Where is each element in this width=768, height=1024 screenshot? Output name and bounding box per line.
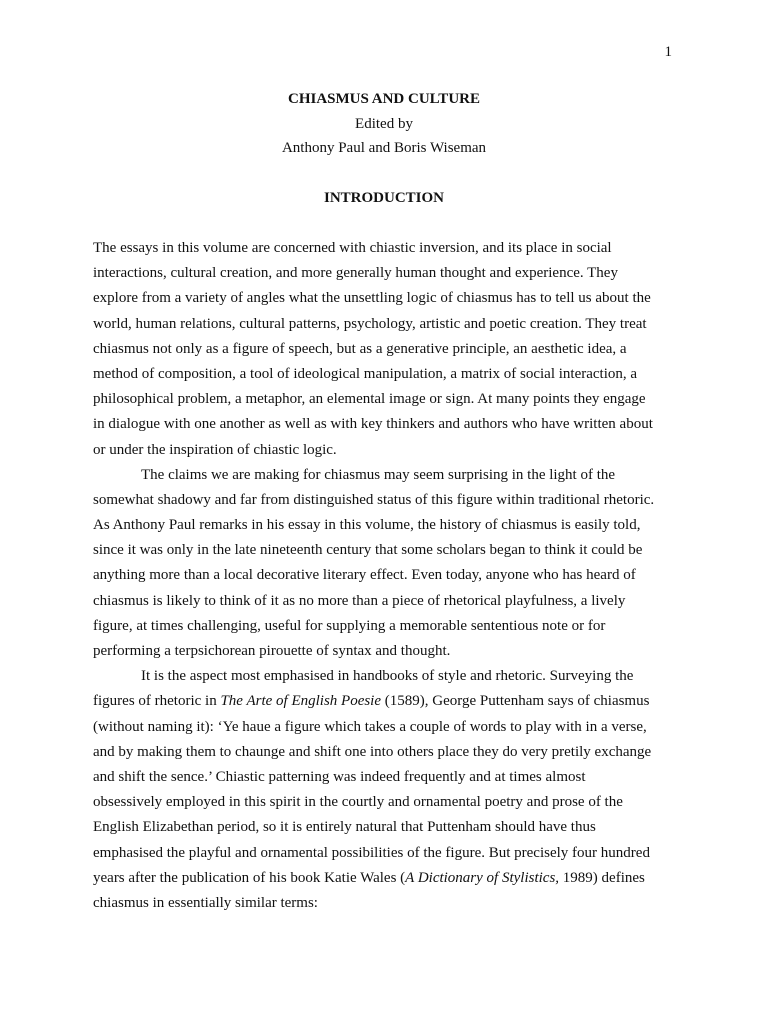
text-line <box>93 362 673 387</box>
text-line <box>93 715 673 740</box>
section-heading: INTRODUCTION <box>323 190 444 206</box>
text-line <box>93 614 673 639</box>
text-line <box>93 463 673 488</box>
text-line <box>93 841 673 866</box>
text-run: English Elizabethan period, so it is entirely natural that Puttenham should have thus <box>93 819 596 836</box>
text-line <box>93 286 673 311</box>
text-run: As Anthony Paul remarks in his essay in this volume, the history of chiasmus is easily told, <box>93 517 641 534</box>
text-line <box>93 412 673 437</box>
text-line <box>93 639 673 664</box>
text-run: The essays in this volume are concerned with chiastic inversion, and its place in social <box>93 240 612 256</box>
text-line <box>93 689 673 714</box>
book-title: CHIASMUS AND CULTURE <box>288 91 480 107</box>
text-run: years after the publication of his book Katie Wales ( <box>93 869 406 886</box>
text-run: since it was only in the late nineteenth century that some scholars began to think it could be <box>93 542 643 559</box>
italic-title: The Arte of English Poesie <box>220 693 382 710</box>
text-line <box>93 765 673 790</box>
text-run: (without naming it): ‘Ye haue a figure which takes a couple of words to play with in a verse, <box>93 718 647 735</box>
text-run: emphasised the playful and ornamental possibilities of the figure. But precisely four hundred <box>93 844 650 861</box>
text-line <box>93 312 673 337</box>
text-line <box>93 891 673 916</box>
text-line <box>93 589 673 614</box>
text-run: obsessively employed in this spirit in the courtly and ornamental poetry and prose of the <box>93 794 623 811</box>
text-run: world, human relations, cultural patterns, psychology, artistic and poetic creation. They treat <box>93 315 647 332</box>
italic-title: A Dictionary of Stylistics, <box>405 869 560 886</box>
text-line <box>93 664 673 689</box>
text-run: explore from a variety of angles what the unsettling logic of chiasmus has to tell us about the <box>93 290 651 307</box>
text-line <box>93 815 673 840</box>
text-line <box>93 740 673 765</box>
text-run: or under the inspiration of chiastic logic. <box>93 441 337 458</box>
text-line <box>93 488 673 513</box>
text-run: chiasmus not only as a figure of speech, but as a generative principle, an aesthetic idea, a <box>93 340 627 357</box>
text-run: in dialogue with one another as well as with key thinkers and authors who have written about <box>93 416 653 433</box>
text-line <box>93 438 673 463</box>
text-run: interactions, cultural creation, and more generally human thought and experience. They <box>93 265 618 282</box>
text-run: figures of rhetoric in <box>93 693 221 710</box>
body-text <box>93 236 673 916</box>
text-line <box>93 337 673 362</box>
text-line <box>93 261 673 286</box>
text-run: anything more than a local decorative literary effect. Even today, anyone who has heard of <box>93 567 636 584</box>
text-line <box>93 236 673 261</box>
text-line <box>93 866 673 891</box>
edited-by-label: Edited by <box>355 115 413 132</box>
text-line <box>93 538 673 563</box>
text-line <box>93 387 673 412</box>
text-run: figure, at times challenging, useful for supplying a memorable sententious note or for <box>93 617 606 634</box>
text-run: and shift the sence.’ Chiastic patterning was indeed frequently and at times almost <box>93 768 586 785</box>
text-run: The claims we are making for chiasmus may seem surprising in the light of the <box>141 466 616 483</box>
paragraph <box>93 463 673 665</box>
text-run: performing a terpsichorean pirouette of syntax and thought. <box>93 643 451 659</box>
text-run: chiasmus in essentially similar terms: <box>93 894 318 911</box>
text-run: philosophical problem, a metaphor, an elemental image or sign. At many points they engage <box>93 391 646 408</box>
text-line <box>93 513 673 538</box>
text-run: It is the aspect most emphasised in handbooks of style and rhetoric. Surveying the <box>141 668 634 685</box>
text-line <box>93 563 673 588</box>
text-run: and by making them to chaunge and shift one into others place they do very pretily exchange <box>93 743 652 760</box>
text-run: somewhat shadowy and far from distinguished status of this figure within traditional rhetoric. <box>93 491 655 508</box>
paragraph <box>93 236 673 463</box>
text-run: chiasmus is likely to think of it as no more than a piece of rhetorical playfulness, a lively <box>93 592 626 609</box>
page-number: 1 <box>664 44 672 60</box>
editors-names: Anthony Paul and Boris Wiseman <box>281 140 487 156</box>
text-run: method of composition, a tool of ideological manipulation, a matrix of social interaction, a <box>93 365 638 382</box>
text-run: (1589), George Puttenham says of chiasmus <box>381 693 650 710</box>
front-matter <box>0 87 768 161</box>
text-line <box>93 790 673 815</box>
text-run: 1989) defines <box>559 869 645 886</box>
paragraph <box>93 664 673 916</box>
